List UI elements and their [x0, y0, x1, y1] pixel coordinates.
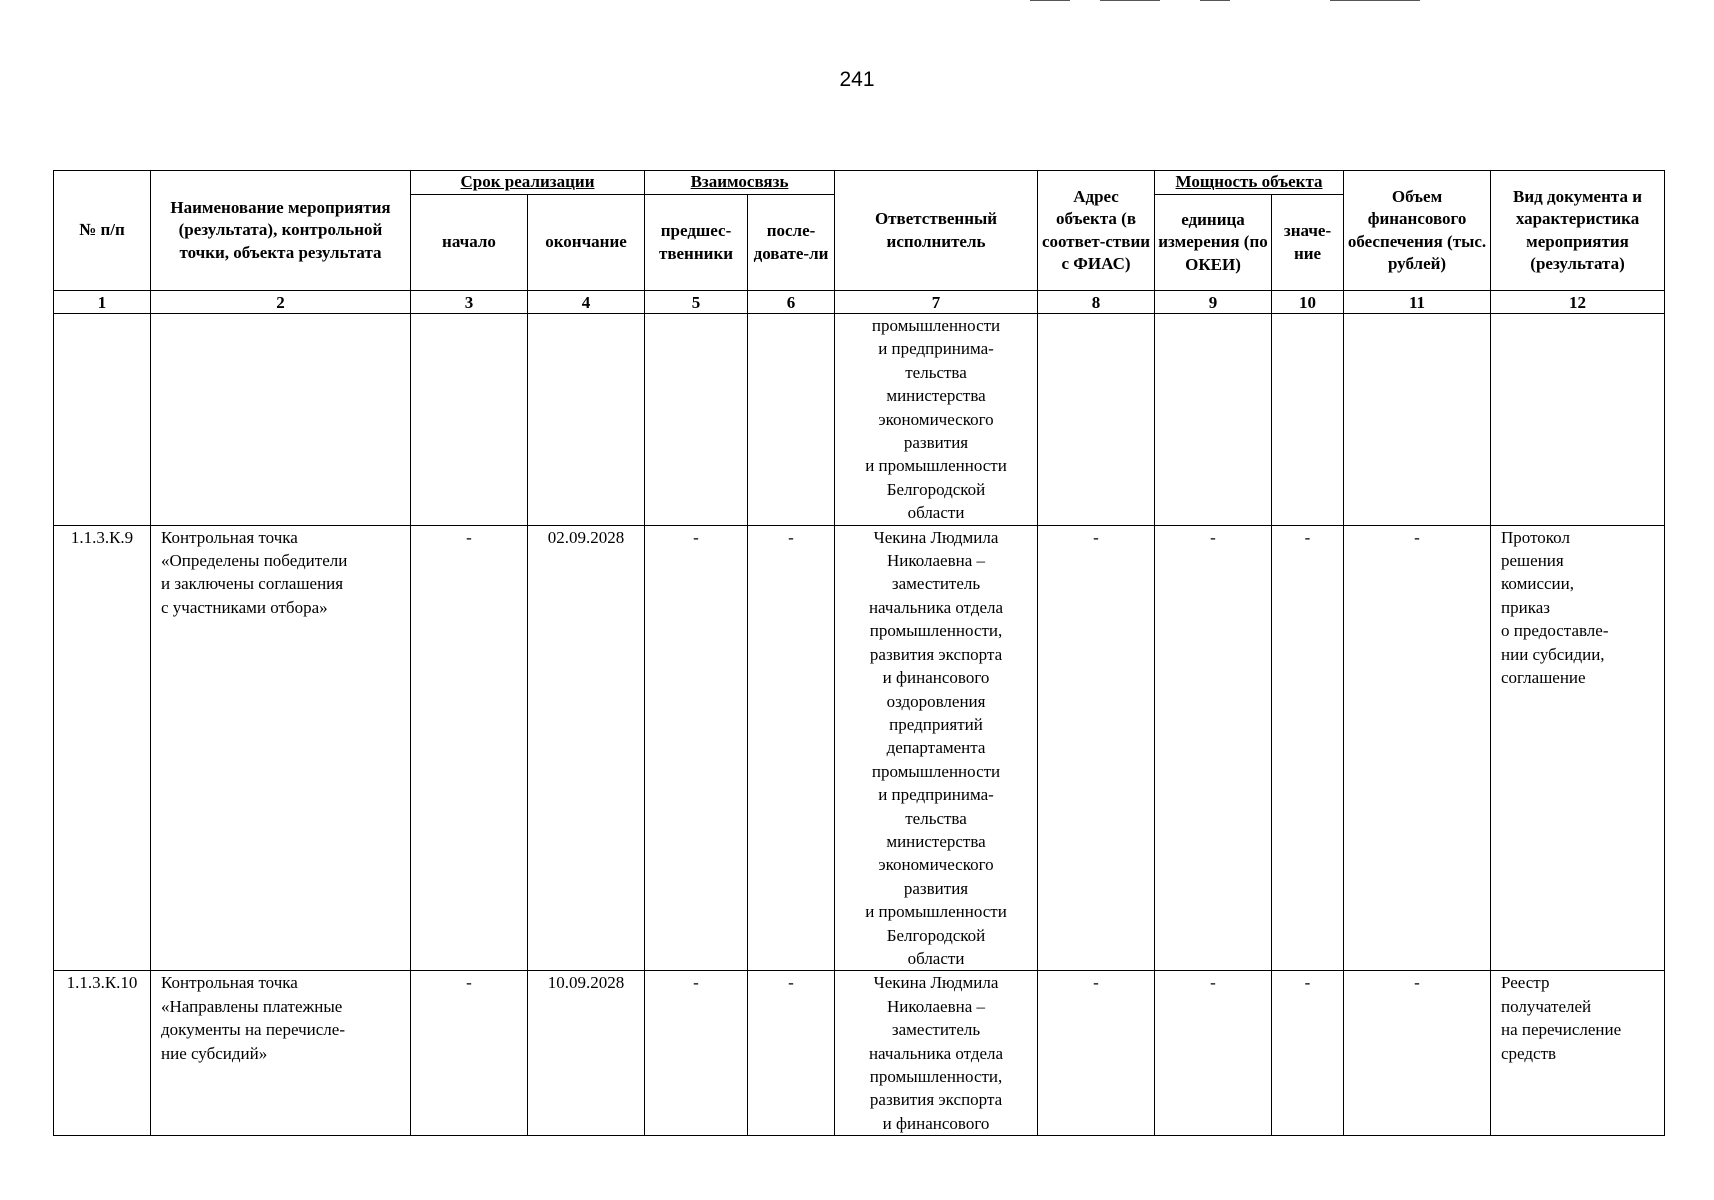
column-number: 1 — [54, 291, 151, 314]
header-responsible: Ответственный исполнитель — [835, 171, 1038, 291]
column-number: 5 — [645, 291, 748, 314]
column-number: 3 — [411, 291, 528, 314]
cell-value: - — [1272, 525, 1344, 971]
column-number: 11 — [1344, 291, 1491, 314]
table-row — [54, 525, 1665, 971]
cell-responsible: промышленности и предпринима- тельства министерства экономического развития и промышленности Белгородской области — [835, 314, 1038, 526]
cell-end: 10.09.2028 — [528, 971, 645, 1136]
header-start: начало — [411, 195, 528, 291]
header-period-group — [411, 171, 645, 195]
column-number: 4 — [528, 291, 645, 314]
table-body — [54, 314, 1665, 1136]
cell-funding: - — [1344, 971, 1491, 1136]
header-document: Вид документа и характеристика мероприятия (результата) — [1491, 171, 1665, 291]
page-number: 241 — [839, 68, 875, 91]
header-period-group-label: Срок реализации — [460, 172, 595, 192]
cell-successors: - — [748, 525, 835, 971]
cell-value — [1272, 314, 1344, 526]
scan-edge-mark — [1030, 0, 1070, 1]
column-number: 10 — [1272, 291, 1344, 314]
cell-responsible: Чекина Людмила Николаевна – заместитель начальника отдела промышленности, развития экспорта и финансового — [835, 971, 1038, 1136]
cell-start: - — [411, 525, 528, 971]
header-num: № п/п — [54, 171, 151, 291]
cell-document — [1491, 314, 1665, 526]
scan-edge-mark — [1100, 0, 1160, 1]
cell-predecessors: - — [645, 525, 748, 971]
column-number: 2 — [151, 291, 411, 314]
cell-num — [54, 314, 151, 526]
header-capacity-group — [1155, 171, 1344, 195]
cell-successors: - — [748, 971, 835, 1136]
header-end: окончание — [528, 195, 645, 291]
cell-responsible: Чекина Людмила Николаевна – заместитель начальника отдела промышленности, развития экспорта и финансового оздоровления предприятий департамента промышленности и предпринима- тельства министерства экономического развития и промышленности Белгородской области — [835, 525, 1038, 971]
cell-successors — [748, 314, 835, 526]
cell-address: - — [1038, 971, 1155, 1136]
cell-address — [1038, 314, 1155, 526]
column-number: 8 — [1038, 291, 1155, 314]
cell-name — [151, 314, 411, 526]
cell-value: - — [1272, 971, 1344, 1136]
header-unit: единица измерения (по ОКЕИ) — [1155, 195, 1272, 291]
cell-funding — [1344, 314, 1491, 526]
cell-document: Реестр получателей на перечисление средств — [1491, 971, 1665, 1136]
column-number: 9 — [1155, 291, 1272, 314]
column-number: 6 — [748, 291, 835, 314]
header-funding: Объем финансового обеспечения (тыс. рублей) — [1344, 171, 1491, 291]
header-relation-group — [645, 171, 835, 195]
measures-table — [53, 170, 1665, 1136]
cell-name: Контрольная точка «Определены победители и заключены соглашения с участниками отбора» — [151, 525, 411, 971]
header-predecessors: предшес-твенники — [645, 195, 748, 291]
cell-num: 1.1.3.К.10 — [54, 971, 151, 1136]
cell-predecessors: - — [645, 971, 748, 1136]
header-capacity-group-label: Мощность объекта — [1175, 172, 1323, 192]
cell-funding: - — [1344, 525, 1491, 971]
header-row-top — [54, 171, 1665, 195]
cell-unit: - — [1155, 525, 1272, 971]
cell-num: 1.1.3.К.9 — [54, 525, 151, 971]
cell-predecessors — [645, 314, 748, 526]
table-row — [54, 971, 1665, 1136]
scan-edge-mark — [1200, 0, 1230, 1]
header-successors: после-довате-ли — [748, 195, 835, 291]
table-row — [54, 314, 1665, 526]
header-name: Наименование мероприятия (результата), контрольной точки, объекта результата — [151, 171, 411, 291]
cell-start — [411, 314, 528, 526]
header-relation-group-label: Взаимосвязь — [690, 172, 789, 192]
header-value: значе-ние — [1272, 195, 1344, 291]
cell-unit — [1155, 314, 1272, 526]
column-number-row — [54, 291, 1665, 314]
cell-end: 02.09.2028 — [528, 525, 645, 971]
cell-end — [528, 314, 645, 526]
header-address: Адрес объекта (в соответ-ствии с ФИАС) — [1038, 171, 1155, 291]
cell-unit: - — [1155, 971, 1272, 1136]
scan-edge-mark — [1330, 0, 1420, 1]
column-number: 7 — [835, 291, 1038, 314]
cell-address: - — [1038, 525, 1155, 971]
column-number: 12 — [1491, 291, 1665, 314]
cell-start: - — [411, 971, 528, 1136]
cell-name: Контрольная точка «Направлены платежные документы на перечисле- ние субсидий» — [151, 971, 411, 1136]
cell-document: Протокол решения комиссии, приказ о предоставле- нии субсидии, соглашение — [1491, 525, 1665, 971]
